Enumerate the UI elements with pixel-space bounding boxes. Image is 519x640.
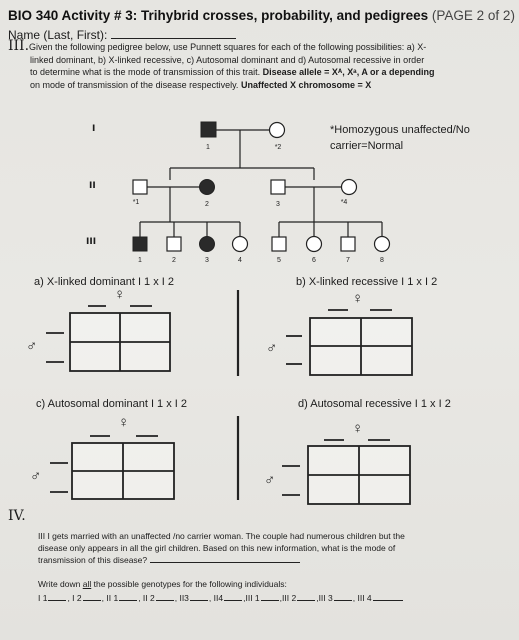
mode-answer-blank[interactable] xyxy=(150,554,300,563)
punnett-a-label: a) X-linked dominant I 1 x I 2 xyxy=(34,276,175,288)
female-symbol-b: ♀ xyxy=(352,290,364,307)
page-title: BIO 340 Activity # 3: Trihybrid crosses, probability, and pedigrees (PAGE 2 of 2) xyxy=(8,8,515,23)
blank-iii1[interactable] xyxy=(261,592,279,601)
punnett-grid-c[interactable] xyxy=(50,436,174,499)
label-iii5: 5 xyxy=(277,257,281,264)
section-3-instructions: III.Given the following pedigree below, use Punnett squares for each of the following possibilities: a) X- linked dominant, b) X-linked recessive, c) Autosomal dominant and d) Autosomal recessive in order to determine what is the mode of transmission of this trait. Disease allele = Xᴬ, Xᵃ, A or a depending on mode of transmission of the disease respectively. Unaffected X chromosome = X xyxy=(8,38,435,90)
blank-ii1[interactable] xyxy=(119,592,137,601)
blank-ii3[interactable] xyxy=(190,592,208,601)
blank-iii2[interactable] xyxy=(297,592,315,601)
punnett-b-label: b) X-linked recessive I 1 x I 2 xyxy=(296,276,438,288)
label-iii1: 1 xyxy=(138,257,142,264)
punnett-grid-b[interactable] xyxy=(286,310,412,375)
blank-iii3[interactable] xyxy=(334,592,352,601)
section-4-question: III I gets married with an unaffected /no carrier woman. The couple had numerous children but the disease only appears in all the girl children. Based on this new information, what is the mode of transmission of this disease? xyxy=(38,531,405,565)
pedigree-legend-note: *Homozygous unaffected/No carrier=Normal xyxy=(330,124,470,152)
male-symbol-a: ♂ xyxy=(26,338,38,355)
female-symbol-a: ♀ xyxy=(114,286,126,303)
label-i1: 1 xyxy=(206,144,210,151)
male-symbol-d: ♂ xyxy=(264,472,276,489)
blank-iii4[interactable] xyxy=(373,592,403,601)
label-iii2: 2 xyxy=(172,257,176,264)
label-iii8: 8 xyxy=(380,257,384,264)
generation-label-i: I xyxy=(92,124,96,134)
punnett-d-label: d) Autosomal recessive I 1 x I 2 xyxy=(298,398,451,410)
generation-label-iii: III xyxy=(86,237,97,247)
genotype-instruction: Write down all the possible genotypes for the following individuals: xyxy=(38,579,287,589)
blank-ii2[interactable] xyxy=(156,592,174,601)
blank-i2[interactable] xyxy=(83,592,101,601)
punnett-c-label: c) Autosomal dominant I 1 x I 2 xyxy=(36,398,188,410)
label-iii3: 3 xyxy=(205,257,209,264)
label-iii6: 6 xyxy=(312,257,316,264)
label-iii4: 4 xyxy=(238,257,242,264)
label-ii4: *4 xyxy=(340,199,348,206)
label-iii7: 7 xyxy=(346,257,350,264)
genotype-blanks: I 1 , I 2 , II 1 , II 2 , II3 , II4 ,III 1 ,III 2 ,III 3 , III 4 xyxy=(38,592,404,603)
male-symbol-c: ♂ xyxy=(30,468,42,485)
name-field[interactable]: Name (Last, First): xyxy=(8,28,236,42)
label-ii2: 2 xyxy=(205,201,209,208)
label-ii1: *1 xyxy=(132,199,140,206)
generation-label-ii: II xyxy=(89,181,96,191)
label-i2: *2 xyxy=(274,144,282,151)
female-symbol-c: ♀ xyxy=(118,414,130,431)
section-3-numeral: III. xyxy=(8,38,30,54)
punnett-grid-d[interactable] xyxy=(282,440,410,504)
blank-ii4[interactable] xyxy=(224,592,242,601)
label-ii3: 3 xyxy=(276,201,280,208)
page-number: (PAGE 2 of 2) xyxy=(431,8,515,23)
section-4-numeral: IV. xyxy=(8,508,26,524)
female-symbol-d: ♀ xyxy=(352,420,364,437)
punnett-grid-a[interactable] xyxy=(46,306,170,371)
blank-i1[interactable] xyxy=(48,592,66,601)
male-symbol-b: ♂ xyxy=(266,340,278,357)
